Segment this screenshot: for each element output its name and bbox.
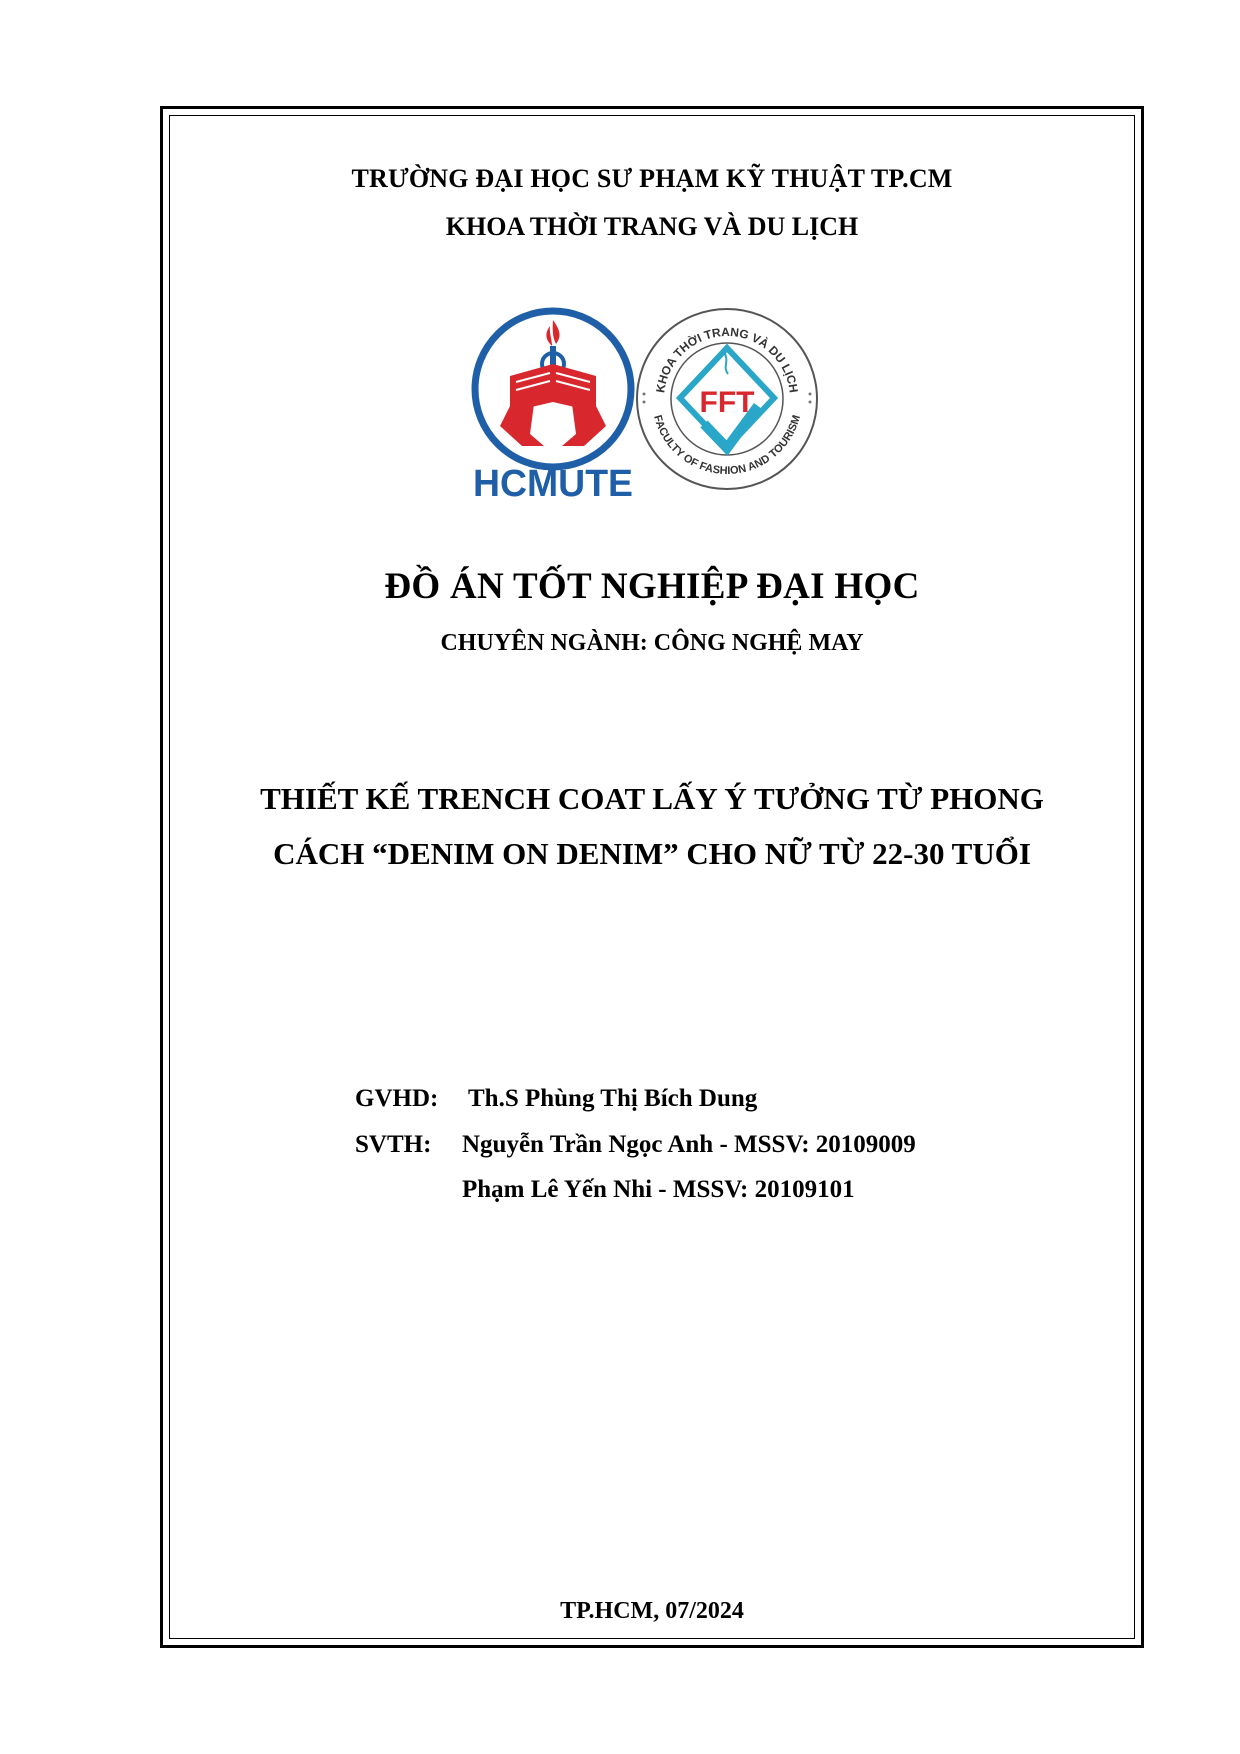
advisor-label: GVHD: xyxy=(355,1085,439,1112)
thesis-title-line-1: THIẾT KẾ TRENCH COAT LẤY Ý TƯỞNG TỪ PHONG xyxy=(260,781,1044,816)
fft-wordmark: FFT xyxy=(699,386,755,419)
hcmute-wordmark: HCMUTE xyxy=(473,463,633,502)
school-name: TRƯỜNG ĐẠI HỌC SƯ PHẠM KỸ THUẬT TP.CM xyxy=(351,164,953,193)
document-type: ĐỒ ÁN TỐT NGHIỆP ĐẠI HỌC xyxy=(384,566,920,607)
place-and-date: TP.HCM, 07/2024 xyxy=(560,1598,744,1624)
student-1: Nguyễn Trần Ngọc Anh - MSSV: 20109009 xyxy=(462,1131,916,1158)
fft-ring-bottom-text: FACULTY OF FASHION AND TOURISM xyxy=(651,413,803,478)
fft-logo xyxy=(634,306,820,492)
students-label: SVTH: xyxy=(355,1131,432,1158)
major: CHUYÊN NGÀNH: CÔNG NGHỆ MAY xyxy=(440,630,864,656)
faculty-name: KHOA THỜI TRANG VÀ DU LỊCH xyxy=(445,212,859,241)
advisor-name: Th.S Phùng Thị Bích Dung xyxy=(468,1085,758,1112)
fft-ring-top-text: KHOA THỜI TRANG VÀ DU LỊCH xyxy=(653,324,801,394)
student-2: Phạm Lê Yến Nhi - MSSV: 20109101 xyxy=(462,1176,855,1203)
hcmute-logo xyxy=(470,306,636,502)
thesis-title-line-2: CÁCH “DENIM ON DENIM” CHO NỮ TỪ 22-30 TUỔI xyxy=(273,836,1031,871)
